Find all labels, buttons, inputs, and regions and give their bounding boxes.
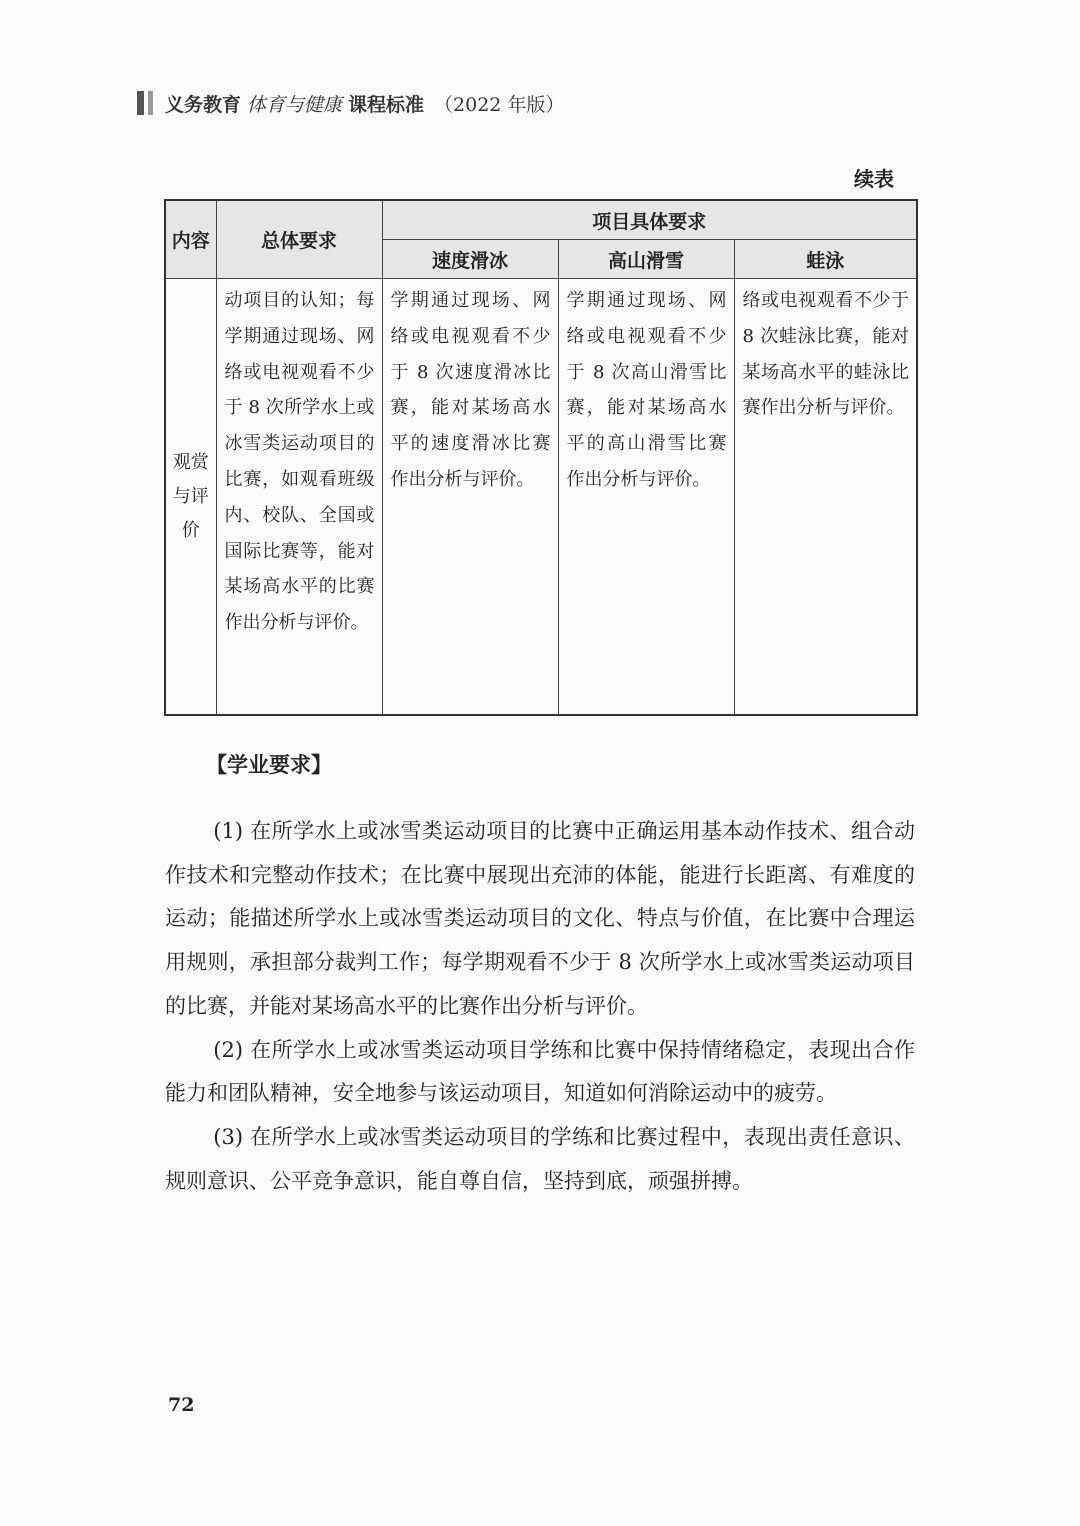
cell-breaststroke: 络或电视观看不少于 8 次蛙泳比赛，能对某场高水平的蛙泳比赛作出分析与评价。 xyxy=(734,279,917,716)
header-subject: 体育与健康 xyxy=(247,93,343,116)
section-title: 【学业要求】 xyxy=(206,753,332,777)
body-text xyxy=(165,810,915,1203)
cell-general: 动项目的认知；每学期通过现场、网络或电视观看不少于 8 次所学水上或冰雪类运动项目的比赛，如观看班级内、校队、全国或国际比赛等，能对某场高水平的比赛作出分析与评价。 xyxy=(216,279,382,716)
sub-header-breaststroke: 蛙泳 xyxy=(734,240,917,279)
paragraph-1: (1) 在所学水上或冰雪类运动项目的比赛中正确运用基本动作技术、组合动作技术和完整动作技术；在比赛中展现出充沛的体能，能进行长距离、有难度的运动；能描述所学水上或冰雪类运动项目的文化、特点与价值，在比赛中合理运用规则，承担部分裁判工作；每学期观看不少于 8 次所学水上或冰雪类运动项目的比赛，并能对某场高水平的比赛作出分析与评价。 xyxy=(165,819,915,1018)
page-number: 72 xyxy=(168,1394,195,1416)
requirements-table xyxy=(164,199,918,716)
cell-category: 观赏与评价 xyxy=(165,279,216,716)
col-header-specific: 项目具体要求 xyxy=(382,200,917,240)
col-header-general: 总体要求 xyxy=(216,200,382,279)
cell-alpine-skiing: 学期通过现场、网络或电视观看不少于 8 次高山滑雪比赛，能对某场高水平的高山滑雪比赛作出分析与评价。 xyxy=(558,279,734,716)
header-doc: 课程标准 xyxy=(348,93,425,116)
col-header-content: 内容 xyxy=(165,200,216,279)
header-bars-ornament xyxy=(137,91,153,115)
sub-header-alpine-skiing: 高山滑雪 xyxy=(558,240,734,279)
running-header xyxy=(137,88,564,118)
table-row xyxy=(165,279,917,716)
cell-speed-skating: 学期通过现场、网络或电视观看不少于 8 次速度滑冰比赛，能对某场高水平的速度滑冰比赛作出分析与评价。 xyxy=(382,279,558,716)
paragraph-3: (3) 在所学水上或冰雪类运动项目的学练和比赛过程中，表现出责任意识、规则意识、公平竞争意识，能自尊自信，坚持到底，顽强拼搏。 xyxy=(165,1124,915,1193)
paragraph-2: (2) 在所学水上或冰雪类运动项目学练和比赛中保持情绪稳定，表现出合作能力和团队精神，安全地参与该运动项目，知道如何消除运动中的疲劳。 xyxy=(165,1037,915,1106)
sub-header-speed-skating: 速度滑冰 xyxy=(382,240,558,279)
continued-label: 续表 xyxy=(854,167,894,191)
header-edition: （2022 年版） xyxy=(434,93,565,116)
header-series: 义务教育 xyxy=(165,93,242,116)
